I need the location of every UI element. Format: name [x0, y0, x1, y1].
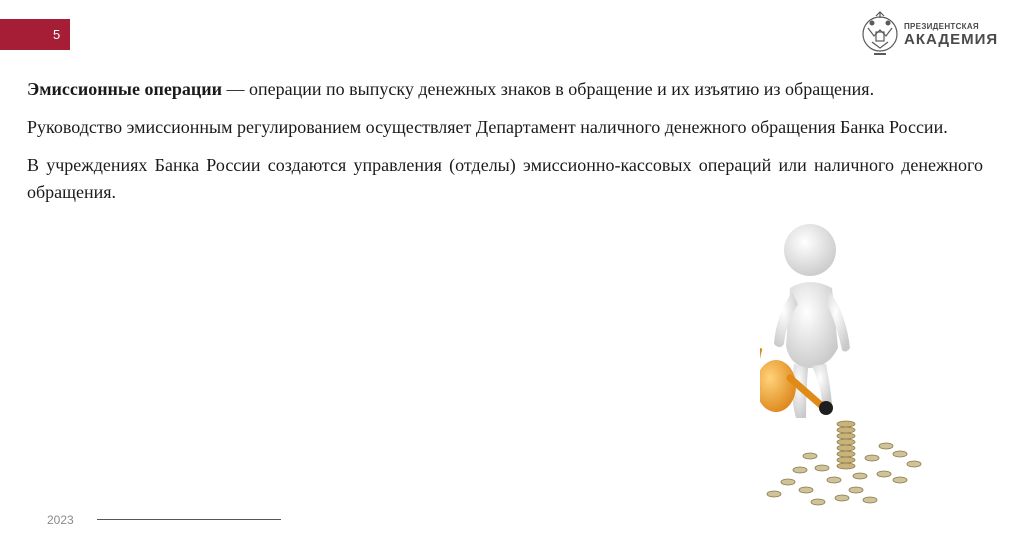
- academy-logo-text: [904, 22, 998, 48]
- paragraph-definition: [27, 76, 983, 103]
- slide-content: [27, 76, 983, 217]
- paragraph-departments: В учреждениях Банка России создаются управления (отделы) эмиссионно-кассовых операций или наличного денежного обращения.: [27, 155, 983, 202]
- academy-logo-line2: АКАДЕМИЯ: [904, 31, 999, 48]
- definition-text: — операции по выпуску денежных знаков в обращение и их изъятию из обращения.: [221, 79, 875, 99]
- term-emission-operations: Эмиссионные операции: [27, 79, 222, 99]
- slide-number: 5: [53, 27, 61, 42]
- paragraph-regulation: Руководство эмиссионным регулированием осуществляет Департамент наличного денежного обращения Банка России.: [27, 117, 948, 137]
- footer-year: 2023: [47, 513, 74, 527]
- footer-divider: [97, 519, 281, 520]
- eagle-emblem-icon: [858, 8, 902, 64]
- figure-watering-coins-icon: [760, 218, 940, 518]
- academy-logo: [858, 8, 999, 66]
- academy-logo-line1: ПРЕЗИДЕНТСКАЯ: [904, 22, 979, 31]
